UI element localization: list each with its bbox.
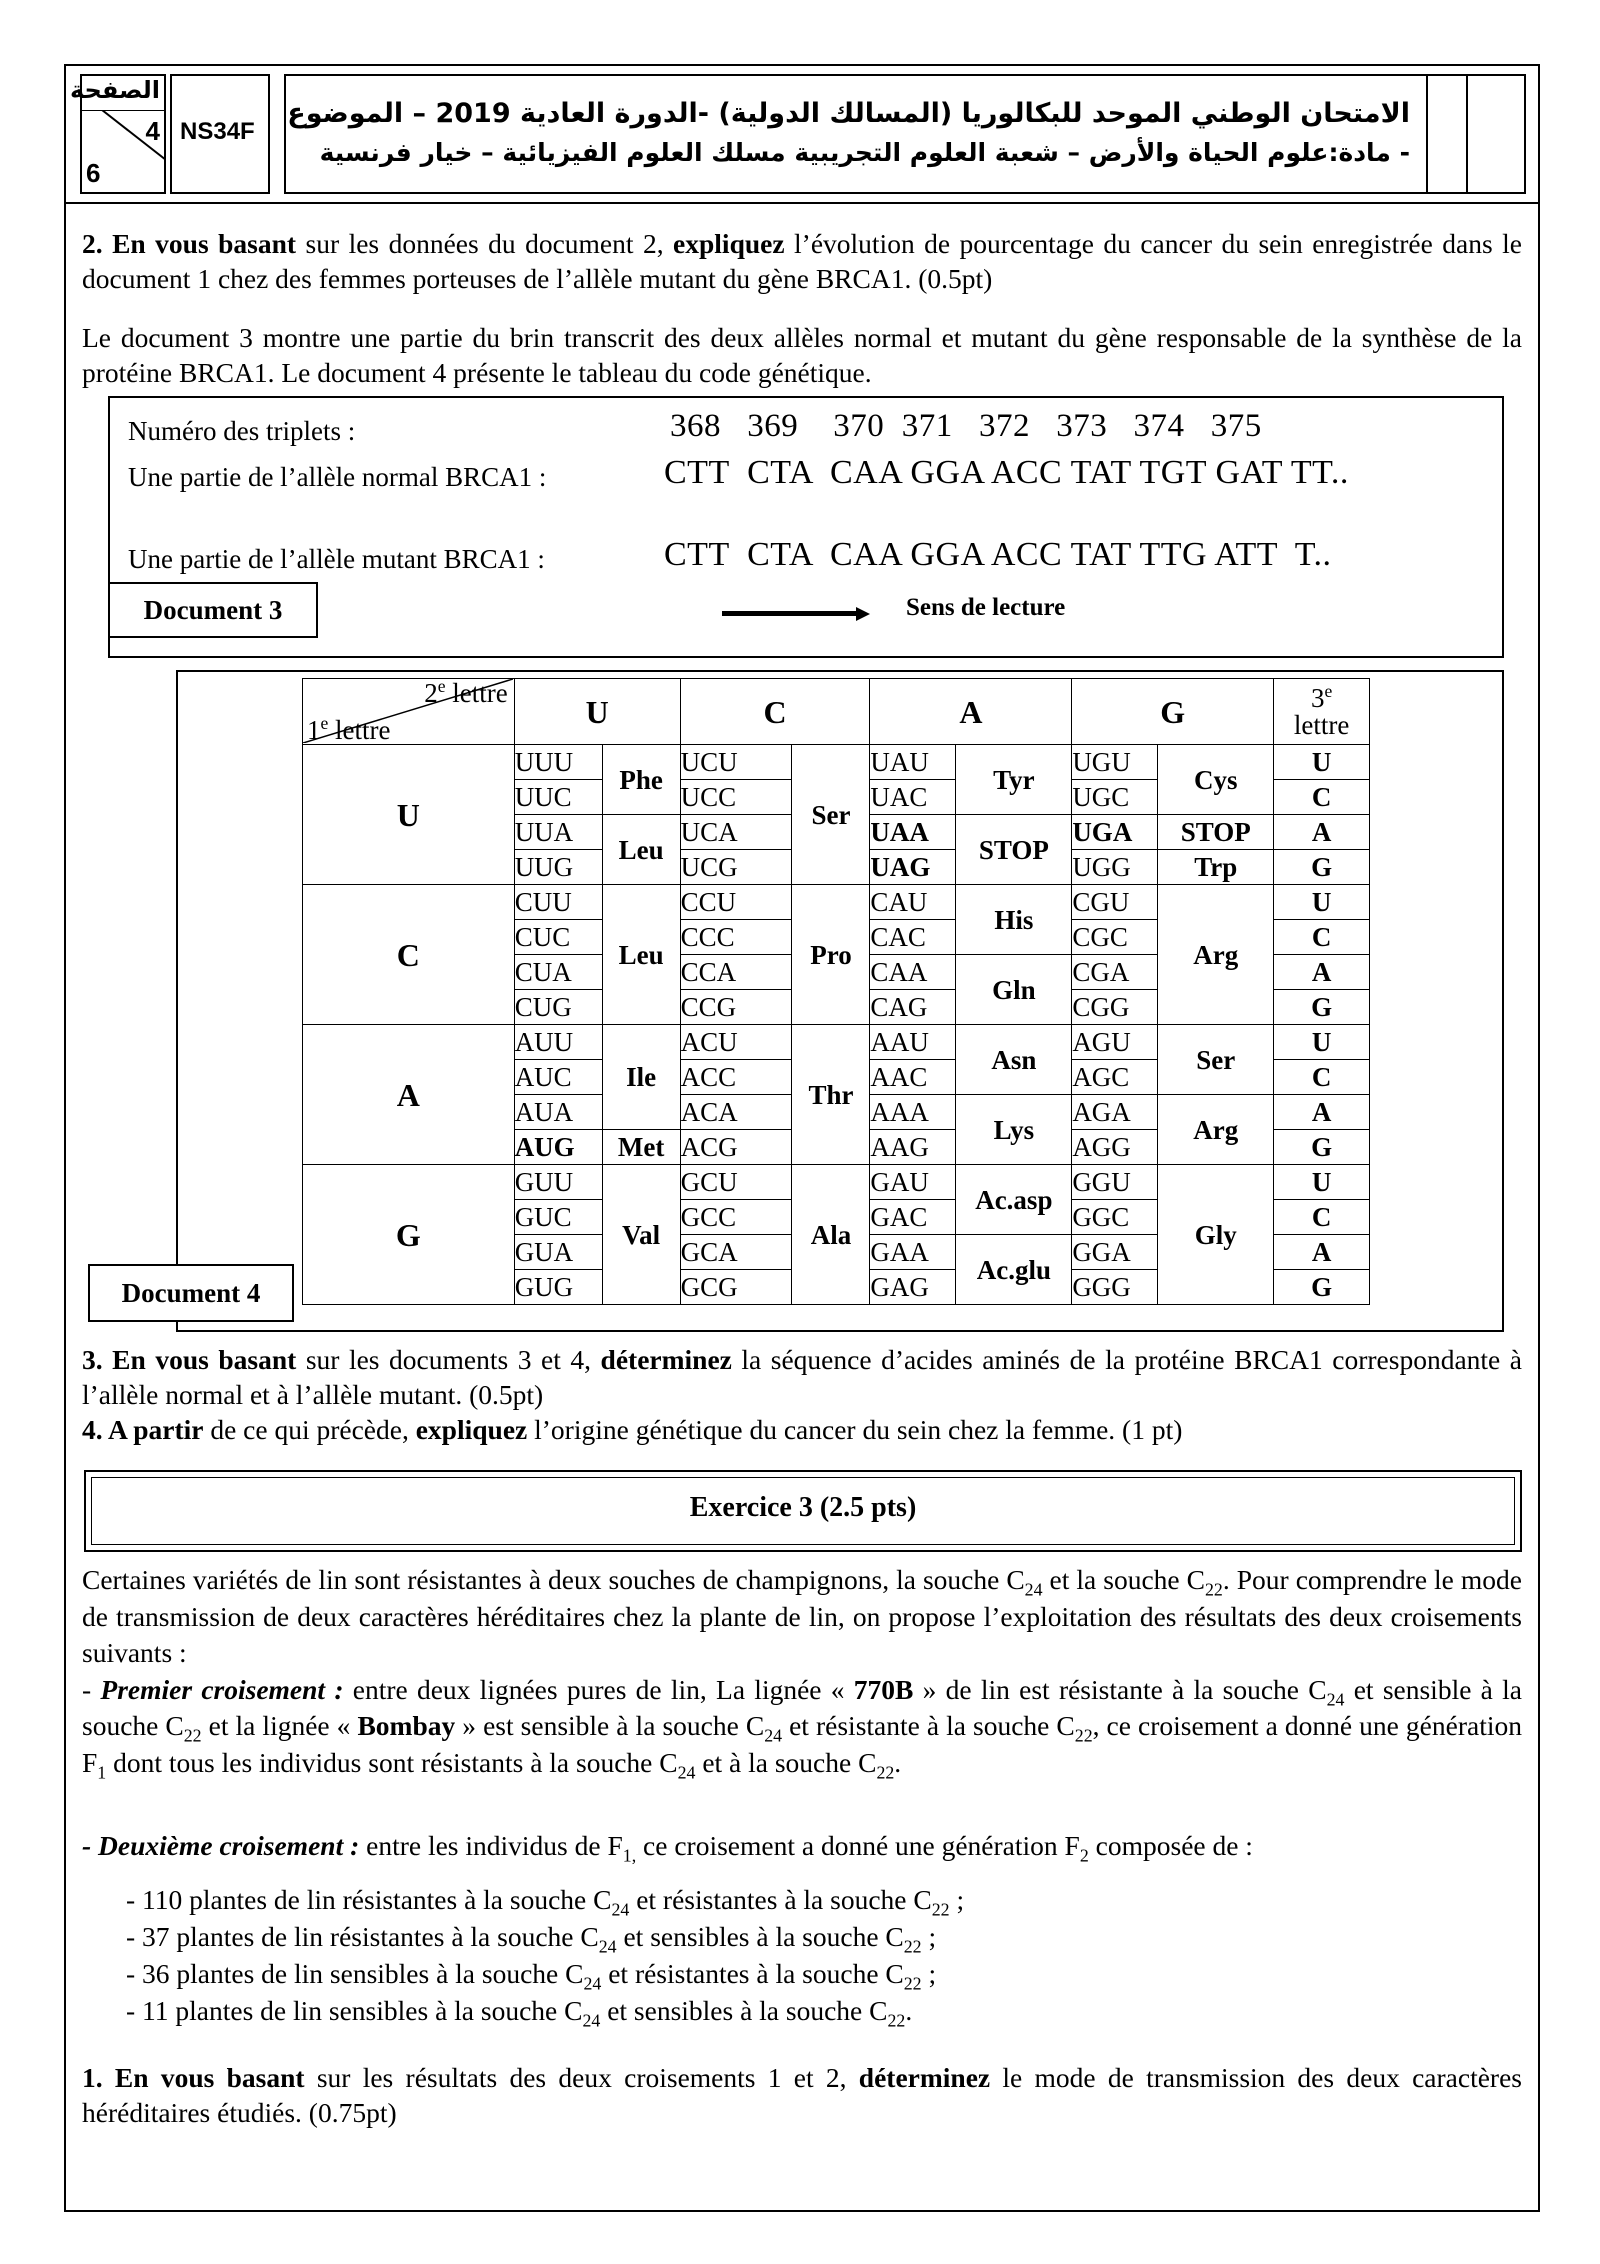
header-rule [66, 202, 1538, 204]
codon: UGU [1072, 745, 1158, 780]
genetic-code-table [302, 678, 1482, 1305]
codon: UAU [870, 745, 956, 780]
codon: GUA [514, 1235, 602, 1270]
codon: ACC [680, 1060, 792, 1095]
second-letter-label: 2e lettre [424, 676, 508, 708]
triplet-numbers: 368 369 370 371 372 373 374 375 [670, 408, 1262, 444]
third-letter: G [1274, 850, 1370, 885]
amino-acid: Lys [956, 1095, 1072, 1165]
amino-acid: Thr [792, 1025, 870, 1165]
codon-stop: UAA [870, 815, 956, 850]
table-corner [303, 676, 515, 745]
third-letter: U [1274, 1165, 1370, 1200]
page-number-box [69, 74, 166, 194]
codon: UCC [680, 780, 792, 815]
mutant-allele-label: Une partie de l’allèle mutant BRCA1 : [128, 544, 545, 574]
codon: UGG [1072, 850, 1158, 885]
codon: CGG [1072, 990, 1158, 1025]
codon: AGU [1072, 1025, 1158, 1060]
codon: CGA [1072, 955, 1158, 990]
row-header-u: U [303, 745, 515, 885]
question-4: 4. A partir de ce qui précède, expliquez l’origine génétique du cancer du sein chez la femme. (1 pt) [82, 1414, 1183, 1445]
normal-allele-sequence: CTT CTA CAA GGA ACC TAT TGT GAT TT.. [664, 454, 1349, 491]
codon: CGU [1072, 885, 1158, 920]
codon: AUU [514, 1025, 602, 1060]
third-letter: G [1274, 1130, 1370, 1165]
amino-acid: Ac.asp [956, 1165, 1072, 1235]
third-letter: C [1274, 1200, 1370, 1235]
codon-stop: UAG [870, 850, 956, 885]
codon: AGC [1072, 1060, 1158, 1095]
codon: GUC [514, 1200, 602, 1235]
codon: GUU [514, 1165, 602, 1200]
codon: AAC [870, 1060, 956, 1095]
codon: UCU [680, 745, 792, 780]
question-2: 2. En vous basant sur les données du document 2, expliquez l’évolution de pourcentage du cancer du sein enregistrée dans le document 1 chez des femmes porteuses de l’allèle mutant du gène BRCA1. (0.5pt) [82, 228, 1522, 294]
column-header-g: G [1072, 679, 1274, 745]
reading-direction-arrow-icon [722, 606, 872, 622]
amino-acid: Phe [602, 745, 680, 815]
amino-acid: Gln [956, 955, 1072, 1025]
amino-acid: His [956, 885, 1072, 955]
codon: AAA [870, 1095, 956, 1130]
codon: AGA [1072, 1095, 1158, 1130]
codon: ACA [680, 1095, 792, 1130]
codon: UUC [514, 780, 602, 815]
codon: CAC [870, 920, 956, 955]
document-3 [108, 396, 1504, 658]
amino-acid: Leu [602, 885, 680, 1025]
exam-title-line2: - مادة:علوم الحياة والأرض – شعبة العلوم التجريبية مسلك العلوم الفيزيائية – خيار فرنسية [319, 138, 1410, 167]
amino-acid: Arg [1158, 885, 1274, 1025]
exam-code-box [170, 74, 270, 194]
amino-acid: STOP [956, 815, 1072, 885]
codon: GAU [870, 1165, 956, 1200]
row-header-a: A [303, 1025, 515, 1165]
amino-acid: STOP [1158, 815, 1274, 850]
codon: CCC [680, 920, 792, 955]
third-letter: C [1274, 920, 1370, 955]
codon: GGA [1072, 1235, 1158, 1270]
codon: AUA [514, 1095, 602, 1130]
codon: CAA [870, 955, 956, 990]
question-3: 3. En vous basant sur les documents 3 et 4, déterminez la séquence d’acides aminés de la protéine BRCA1 correspondante à l’allèle normal et à l’allèle mutant. (0.5pt) [82, 1344, 1522, 1410]
codon: CUA [514, 955, 602, 990]
codon: ACU [680, 1025, 792, 1060]
third-letter: A [1274, 1235, 1370, 1270]
codon: GCA [680, 1235, 792, 1270]
codon: GGG [1072, 1270, 1158, 1305]
triplets-label: Numéro des triplets : [128, 416, 356, 446]
codon: CUU [514, 885, 602, 920]
amino-acid: Leu [602, 815, 680, 885]
codon: GAA [870, 1235, 956, 1270]
amino-acid: Ser [1158, 1025, 1274, 1095]
amino-acid: Val [602, 1165, 680, 1305]
amino-acid: Met [602, 1130, 680, 1165]
first-letter-label: 1e lettre [307, 713, 391, 745]
amino-acid: Ac.glu [956, 1235, 1072, 1305]
codon: UAC [870, 780, 956, 815]
codon: GCC [680, 1200, 792, 1235]
third-letter: G [1274, 1270, 1370, 1305]
third-letter: U [1274, 885, 1370, 920]
document-3-title: Document 3 [108, 582, 318, 638]
second-cross: - Deuxième croisement : entre les individus de $F_{1,}$ ce croisement a donné une génération $F_2$ composée de : [82, 1830, 1253, 1866]
amino-acid: Arg [1158, 1095, 1274, 1165]
codon: AUC [514, 1060, 602, 1095]
amino-acid: Ala [792, 1165, 870, 1305]
column-header-u: U [514, 679, 680, 745]
column-header-c: C [680, 679, 870, 745]
exercise-3-title: Exercice 3 (2.5 pts) [689, 1492, 917, 1523]
normal-allele-label: Une partie de l’allèle normal BRCA1 : [128, 462, 547, 492]
codon: GGC [1072, 1200, 1158, 1235]
page-label: الصفحة [69, 76, 160, 104]
reading-direction-label: Sens de lecture [906, 594, 1066, 621]
column-header-a: A [870, 679, 1072, 745]
codon: AAG [870, 1130, 956, 1165]
exam-page [64, 64, 1540, 2212]
third-letter: G [1274, 990, 1370, 1025]
header-empty-box [1426, 74, 1526, 194]
mutant-allele-sequence: CTT CTA CAA GGA ACC TAT TTG ATT T.. [664, 536, 1332, 573]
exam-code: NS34F [180, 118, 255, 145]
codon: GAG [870, 1270, 956, 1305]
codon: CCA [680, 955, 792, 990]
codon: AGG [1072, 1130, 1158, 1165]
document-3-intro: Le document 3 montre une partie du brin transcrit des deux allèles normal et mutant du gène responsable de la synthèse de la protéine BRCA1. Le document 4 présente le tableau du code génétique. [82, 322, 1522, 388]
result-item: - 36 plantes de lin sensibles à la souche $C_{24}$ et résistantes à la souche $C_{22}$ ; [126, 1958, 937, 1994]
page-total: 6 [86, 158, 101, 188]
third-letter: C [1274, 1060, 1370, 1095]
row-header-c: C [303, 885, 515, 1025]
codon: UGC [1072, 780, 1158, 815]
row-header-g: G [303, 1165, 515, 1305]
codon: CGC [1072, 920, 1158, 955]
result-item: - 110 plantes de lin résistantes à la souche $C_{24}$ et résistantes à la souche $C_{22}$ ; [126, 1884, 965, 1920]
codon: AAU [870, 1025, 956, 1060]
third-letter: A [1274, 815, 1370, 850]
result-item: - 37 plantes de lin résistantes à la souche $C_{24}$ et sensibles à la souche $C_{22}$ ; [126, 1921, 937, 1957]
exam-title-line1: الامتحان الوطني الموحد للبكالوريا (المسالك الدولية) -الدورة العادية 2019 – الموضوع [287, 98, 1410, 129]
exercise-3-header [84, 1470, 1522, 1552]
codon: UCA [680, 815, 792, 850]
codon-stop: UGA [1072, 815, 1158, 850]
codon: UUU [514, 745, 602, 780]
document-4-title: Document 4 [88, 1264, 294, 1322]
amino-acid: Asn [956, 1025, 1072, 1095]
third-letter: U [1274, 745, 1370, 780]
exercise-3-question-1: 1. En vous basant sur les résultats des deux croisements 1 et 2, déterminez le mode de transmission des deux caractères héréditaires étudiés. (0.75pt) [82, 2062, 1522, 2128]
amino-acid: Ile [602, 1025, 680, 1130]
third-letter-header: 3e lettre [1274, 679, 1370, 745]
amino-acid: Ser [792, 745, 870, 885]
third-letter: A [1274, 955, 1370, 990]
codon: CAU [870, 885, 956, 920]
amino-acid: Tyr [956, 745, 1072, 815]
exercise-3-intro: Certaines variétés de lin sont résistantes à deux souches de champignons, la souche $C_{24}$ et la souche $C_{22}$. Pour comprendre le mode de transmission de deux caractères héréditaires chez la plante de lin, on propose l’exploitation des résultats des deux croisements suivants : - Premier croisement : entre deux lignées pures de lin, La lignée « 770B » de lin est résistante à la souche $C_{24}$ et sensible à la souche $C_{22}$ et la lignée « Bombay » est sensible à la souche $C_{24}$ et résistante à la souche $C_{22}$, ce croisement a donné une génération $F_1$ dont tous les individus sont résistants à la souche $C_{24}$ et à la souche $C_{22}$. [82, 1564, 1522, 1782]
page-number: 4 [145, 116, 160, 146]
codon: GAC [870, 1200, 956, 1235]
codon: CAG [870, 990, 956, 1025]
codon: CUC [514, 920, 602, 955]
result-item: - 11 plantes de lin sensibles à la souche $C_{24}$ et sensibles à la souche $C_{22}$. [126, 1995, 913, 2031]
codon: UUA [514, 815, 602, 850]
codon: UCG [680, 850, 792, 885]
exam-title-box [284, 74, 1468, 194]
codon-start: AUG [514, 1130, 602, 1165]
third-letter: U [1274, 1025, 1370, 1060]
codon: GUG [514, 1270, 602, 1305]
amino-acid: Cys [1158, 745, 1274, 815]
codon: GGU [1072, 1165, 1158, 1200]
amino-acid: Gly [1158, 1165, 1274, 1305]
codon: UUG [514, 850, 602, 885]
third-letter: A [1274, 1095, 1370, 1130]
codon: GCG [680, 1270, 792, 1305]
codon: ACG [680, 1130, 792, 1165]
codon: CCU [680, 885, 792, 920]
amino-acid: Trp [1158, 850, 1274, 885]
codon: CUG [514, 990, 602, 1025]
codon: CCG [680, 990, 792, 1025]
codon: GCU [680, 1165, 792, 1200]
amino-acid: Pro [792, 885, 870, 1025]
third-letter: C [1274, 780, 1370, 815]
